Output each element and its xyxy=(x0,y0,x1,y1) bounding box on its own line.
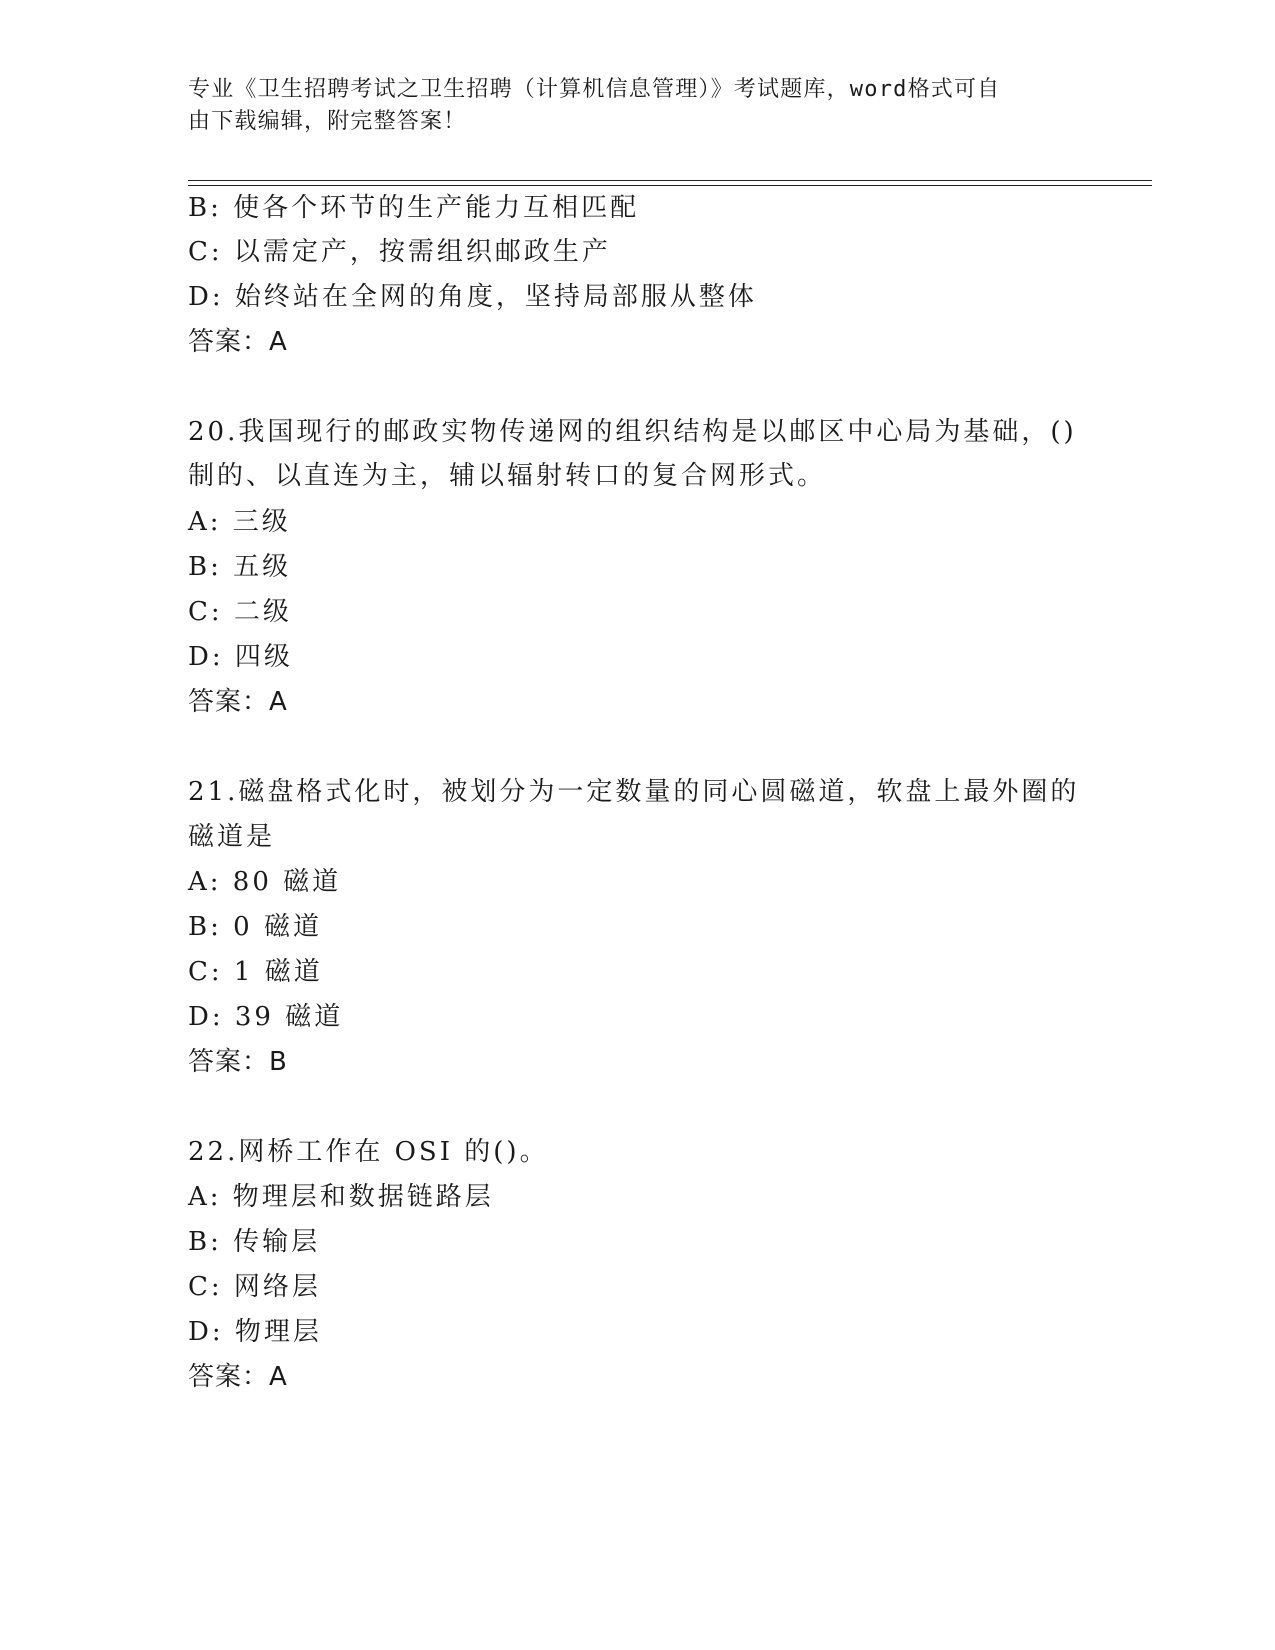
header-divider-top xyxy=(188,180,1152,181)
prev-option-b: B: 使各个环节的生产能力互相匹配 xyxy=(188,193,640,223)
q21-stem-line-1: 21.磁盘格式化时，被划分为一定数量的同心圆磁道，软盘上最外圈的 xyxy=(188,777,1080,807)
q20-option-b: B: 五级 xyxy=(188,552,292,582)
q21-option-d: D: 39 磁道 xyxy=(188,1002,344,1032)
header-divider-bottom xyxy=(188,185,1152,186)
q21-stem-line-2: 磁道是 xyxy=(188,822,276,852)
header-line-2: 由下载编辑，附完整答案！ xyxy=(188,109,467,134)
document-header xyxy=(188,74,1068,138)
q21-answer: 答案：B xyxy=(188,1047,288,1077)
q20-option-d: D: 四级 xyxy=(188,642,293,672)
q21-option-a: A: 80 磁道 xyxy=(188,867,342,897)
q20-option-c: C: 二级 xyxy=(188,597,292,627)
q22-answer: 答案：A xyxy=(188,1362,288,1392)
q21-option-b: B: 0 磁道 xyxy=(188,912,322,942)
q22-option-a: A: 物理层和数据链路层 xyxy=(188,1182,494,1212)
prev-option-d: D: 始终站在全网的角度，坚持局部服从整体 xyxy=(188,282,757,312)
q22-option-c: C: 网络层 xyxy=(188,1272,321,1302)
q22-stem: 22.网桥工作在 OSI 的()。 xyxy=(188,1137,549,1167)
header-line-1: 专业《卫生招聘考试之卫生招聘（计算机信息管理）》考试题库，word格式可自 xyxy=(188,77,1001,102)
q20-stem-line-1: 20.我国现行的邮政实物传递网的组织结构是以邮区中心局为基础，() xyxy=(188,417,1077,447)
prev-option-c: C: 以需定产，按需组织邮政生产 xyxy=(188,237,611,267)
q22-option-d: D: 物理层 xyxy=(188,1317,322,1347)
q20-stem-line-2: 制的、以直连为主，辅以辐射转口的复合网形式。 xyxy=(188,461,827,491)
q22-option-b: B: 传输层 xyxy=(188,1227,321,1257)
prev-answer: 答案：A xyxy=(188,327,288,357)
q20-option-a: A: 三级 xyxy=(188,507,291,537)
q21-option-c: C: 1 磁道 xyxy=(188,957,323,987)
q20-answer: 答案：A xyxy=(188,687,288,717)
